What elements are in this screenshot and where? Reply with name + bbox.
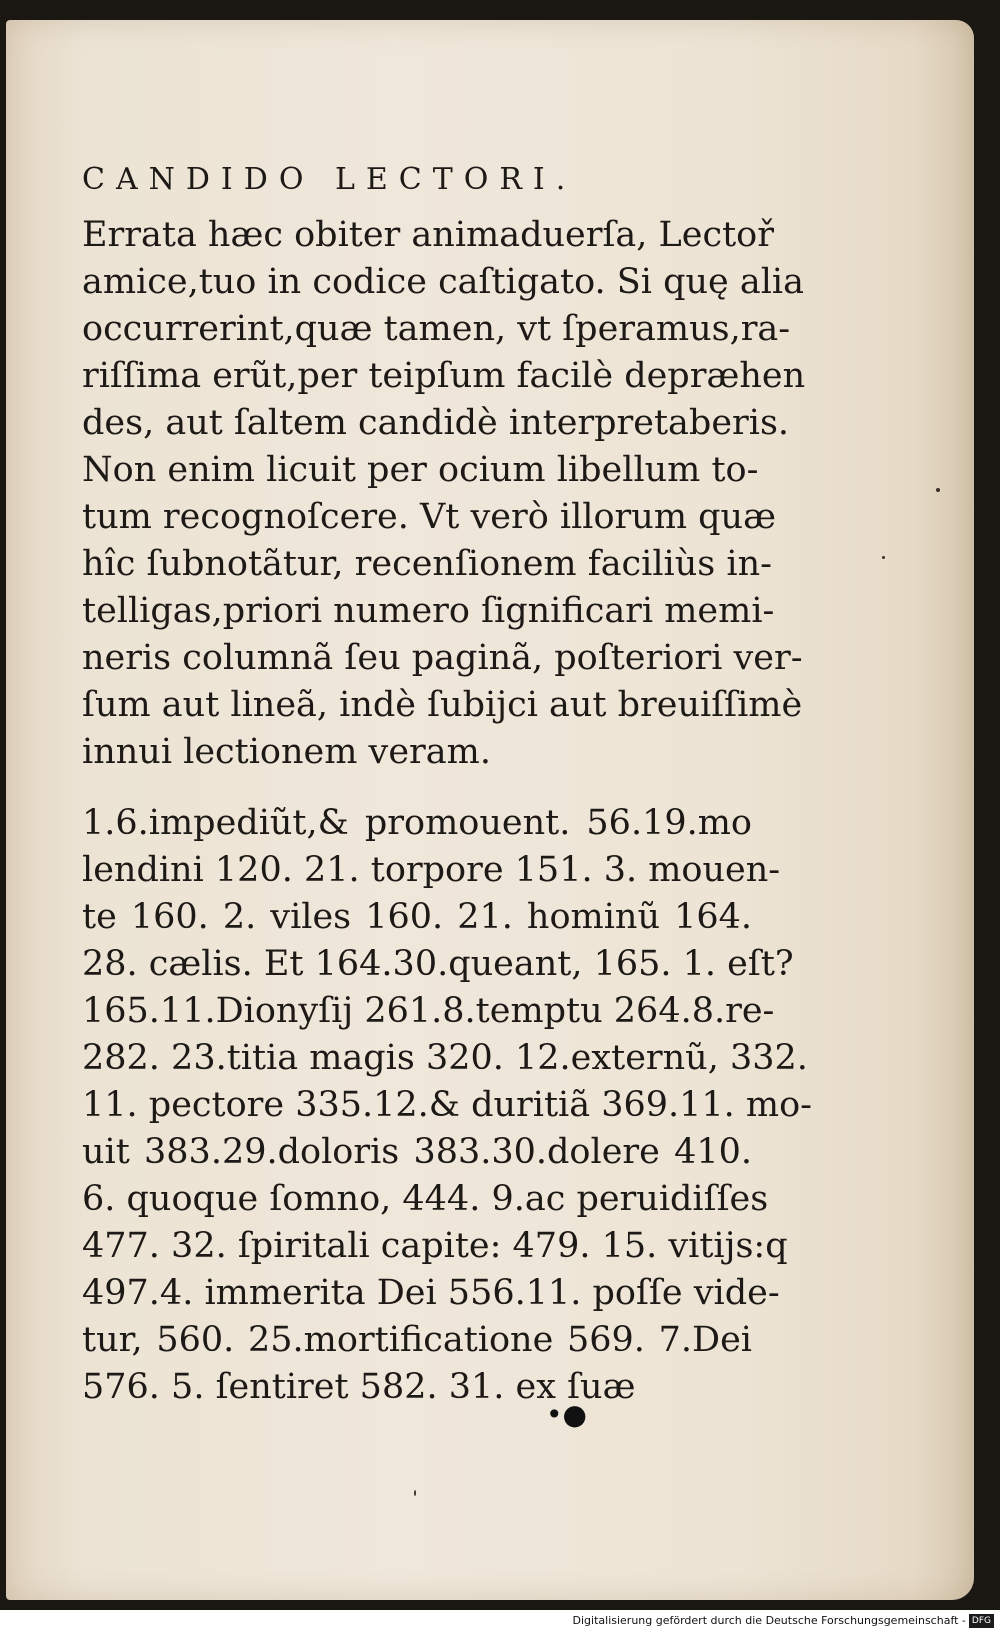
paper-speck [936, 488, 940, 492]
errata-line: 282. 23.titia magis 320. 12.externũ, 332. [82, 1038, 808, 1078]
text-line: tum recognoſcere. Vt verò illorum quæ [82, 497, 776, 537]
dfg-logo: DFG [969, 1614, 994, 1628]
paper-speck [414, 1490, 416, 1496]
text-line: Errata hæc obiter animaduerſa, Lectoř [82, 215, 774, 255]
text-line: des, aut ſaltem candidè interpretaberis. [82, 403, 790, 443]
text-line: ſum aut lineã, indè ſubijci aut breuiſſimè [82, 685, 803, 725]
ornament-mark: •● [546, 1398, 587, 1431]
text-line: innui lectionem veram. [82, 732, 491, 772]
errata-line: 497.4. immerita Dei 556.11. poſſe vide- [82, 1273, 780, 1313]
page-heading: CANDIDO LECTORI. [82, 162, 577, 197]
text-line: telligas,priori numero ſignificari memi- [82, 591, 775, 631]
errata-line: 576. 5. ſentiret 582. 31. ex ſuæ [82, 1367, 636, 1407]
text-line: Non enim licuit per ocium libellum to- [82, 450, 759, 490]
errata-line: lendini 120. 21. torpore 151. 3. mouen- [82, 850, 781, 890]
errata-line: 477. 32. ſpiritali capite: 479. 15. vitijs:q [82, 1226, 788, 1266]
errata-line: 6. quoque ſomno, 444. 9.ac peruidiſſes [82, 1179, 769, 1219]
errata-line: 165.11.Dionyſij 261.8.temptu 264.8.re- [82, 991, 775, 1031]
text-line: hîc ſubnotãtur, recenſionem faciliùs in- [82, 544, 772, 584]
text-line: occurrerint,quæ tamen, vt ſperamus,ra- [82, 309, 791, 349]
errata-line: te 160. 2. viles 160. 21. hominũ 164. [82, 897, 752, 937]
errata-line: tur, 560. 25.mortificatione 569. 7.Dei [82, 1320, 752, 1360]
errata-line: uit 383.29.doloris 383.30.dolere 410. [82, 1132, 752, 1172]
credit-text: Digitalisierung gefördert durch die Deutsche Forschungsgemeinschaft - [572, 1614, 966, 1627]
text-line: riſſima erũt,per teipſum facilè depræhen [82, 356, 806, 396]
errata-introduction [82, 212, 806, 776]
paper-speck [882, 556, 885, 559]
errata-list [82, 800, 813, 1411]
errata-line: 28. cælis. Et 164.30.queant, 165. 1. eſt? [82, 944, 794, 984]
errata-line: 1.6.impediũt,& promouent. 56.19.mo [82, 803, 752, 843]
text-line: neris columnã ſeu paginã, poſteriori ver- [82, 638, 803, 678]
errata-line: 11. pectore 335.12.& duritiã 369.11. mo- [82, 1085, 813, 1125]
digitization-credit [573, 1611, 994, 1631]
text-line: amice,tuo in codice caſtigato. Si quę alia [82, 262, 804, 302]
